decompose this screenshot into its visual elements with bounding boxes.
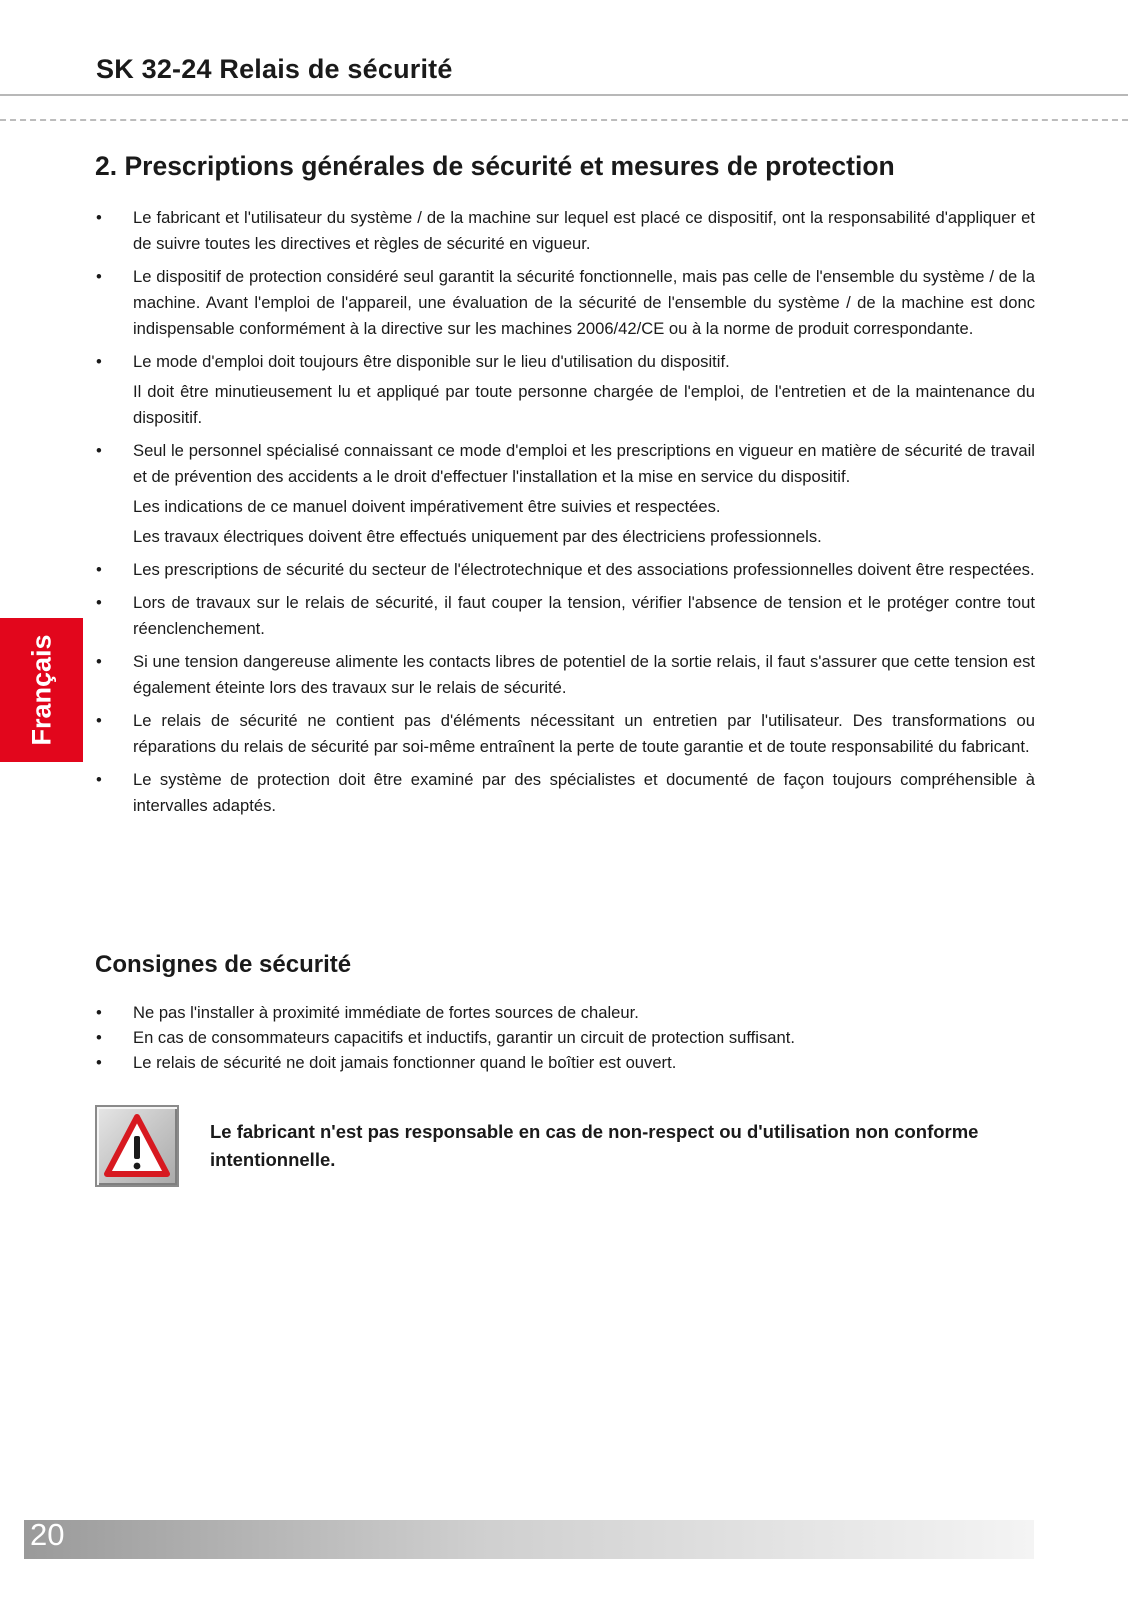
list-item-text: • Les prescriptions de sécurité du secteur de l'électrotechnique et des associations professionnelles doivent être respectées. — [133, 560, 1035, 579]
list-item — [95, 438, 1035, 550]
consignes-list — [95, 1000, 1035, 1075]
list-item-text: • Le dispositif de protection considéré seul garantit la sécurité fonctionnelle, mais pas celle de l'ensemble du système / de la machine. Avant l'emploi de l'appareil, une évaluation de la sécurité de l'ensemble du système / de la machine est donc indispensable conformément à la directive sur les machines 2006/42/CE ou à la norme de produit correspondante. — [133, 267, 1035, 338]
list-item: • Le relais de sécurité ne doit jamais fonctionner quand le boîtier est ouvert. — [95, 1050, 1035, 1075]
warning-text: Le fabricant n'est pas responsable en cas de non-respect ou d'utilisation non conforme intentionnelle. — [210, 1121, 979, 1170]
list-item — [95, 557, 1035, 583]
footer-bar — [24, 1520, 1034, 1559]
list-item — [95, 590, 1035, 642]
header-rule — [0, 94, 1128, 96]
list-item-subtext: Les indications de ce manuel doivent impérativement être suivies et respectées. — [133, 497, 721, 516]
list-item — [95, 708, 1035, 760]
list-item-text: • Lors de travaux sur le relais de sécurité, il faut couper la tension, vérifier l'absence de tension et le protéger contre tout réenclenchement. — [133, 593, 1035, 638]
list-item-subtext: Les travaux électriques doivent être effectués uniquement par des électriciens professionnels. — [133, 527, 822, 546]
language-tab-label: Français — [26, 634, 56, 746]
list-item-subtext: Il doit être minutieusement lu et appliqué par toute personne chargée de l'emploi, de l'entretien et de la maintenance du dispositif. — [133, 382, 1035, 427]
list-item-text: • Le relais de sécurité ne contient pas d'éléments nécessitant un entretien par l'utilisateur. Des transformations ou réparations du relais de sécurité par soi-même entraînent la perte de toute garantie et de toute responsabilité du fabricant. — [133, 711, 1035, 756]
list-item: • En cas de consommateurs capacitifs et inductifs, garantir un circuit de protection suffisant. — [95, 1025, 1035, 1050]
list-item-text: • Si une tension dangereuse alimente les contacts libres de potentiel de la sortie relais, il faut s'assurer que cette tension est également éteinte lors des travaux sur le relais de sécurité. — [133, 652, 1035, 697]
list-item-text: • Seul le personnel spécialisé connaissant ce mode d'emploi et les prescriptions en vigueur en matière de sécurité de travail et de prévention des accidents a le droit d'effectuer l'installation et la mise en service du dispositif. — [133, 441, 1035, 486]
language-tab — [0, 618, 83, 762]
header-dashed-divider — [0, 119, 1128, 121]
page-number: 20 — [30, 1517, 65, 1552]
section-title: 2. Prescriptions générales de sécurité et mesures de protection — [95, 151, 895, 181]
list-item: • Ne pas l'installer à proximité immédiate de fortes sources de chaleur. — [95, 1000, 1035, 1025]
list-item-text: • Le système de protection doit être examiné par des spécialistes et documenté de façon toujours compréhensible à intervalles adaptés. — [133, 770, 1035, 815]
warning-triangle-icon — [103, 1112, 171, 1180]
list-item — [95, 264, 1035, 342]
list-item-text: • Le mode d'emploi doit toujours être disponible sur le lieu d'utilisation du dispositif. — [133, 352, 730, 371]
list-item — [95, 649, 1035, 701]
list-item-text: • Le fabricant et l'utilisateur du système / de la machine sur lequel est placé ce dispositif, ont la responsabilité d'appliquer et de suivre toutes les directives et règles de sécurité en vigueur. — [133, 208, 1035, 253]
prescriptions-list — [95, 205, 1035, 826]
list-item — [95, 205, 1035, 257]
warning-box — [95, 1105, 179, 1187]
list-item — [95, 767, 1035, 819]
list-item — [95, 349, 1035, 431]
document-header: SK 32-24 Relais de sécurité — [96, 54, 453, 84]
consignes-heading: Consignes de sécurité — [95, 951, 352, 978]
